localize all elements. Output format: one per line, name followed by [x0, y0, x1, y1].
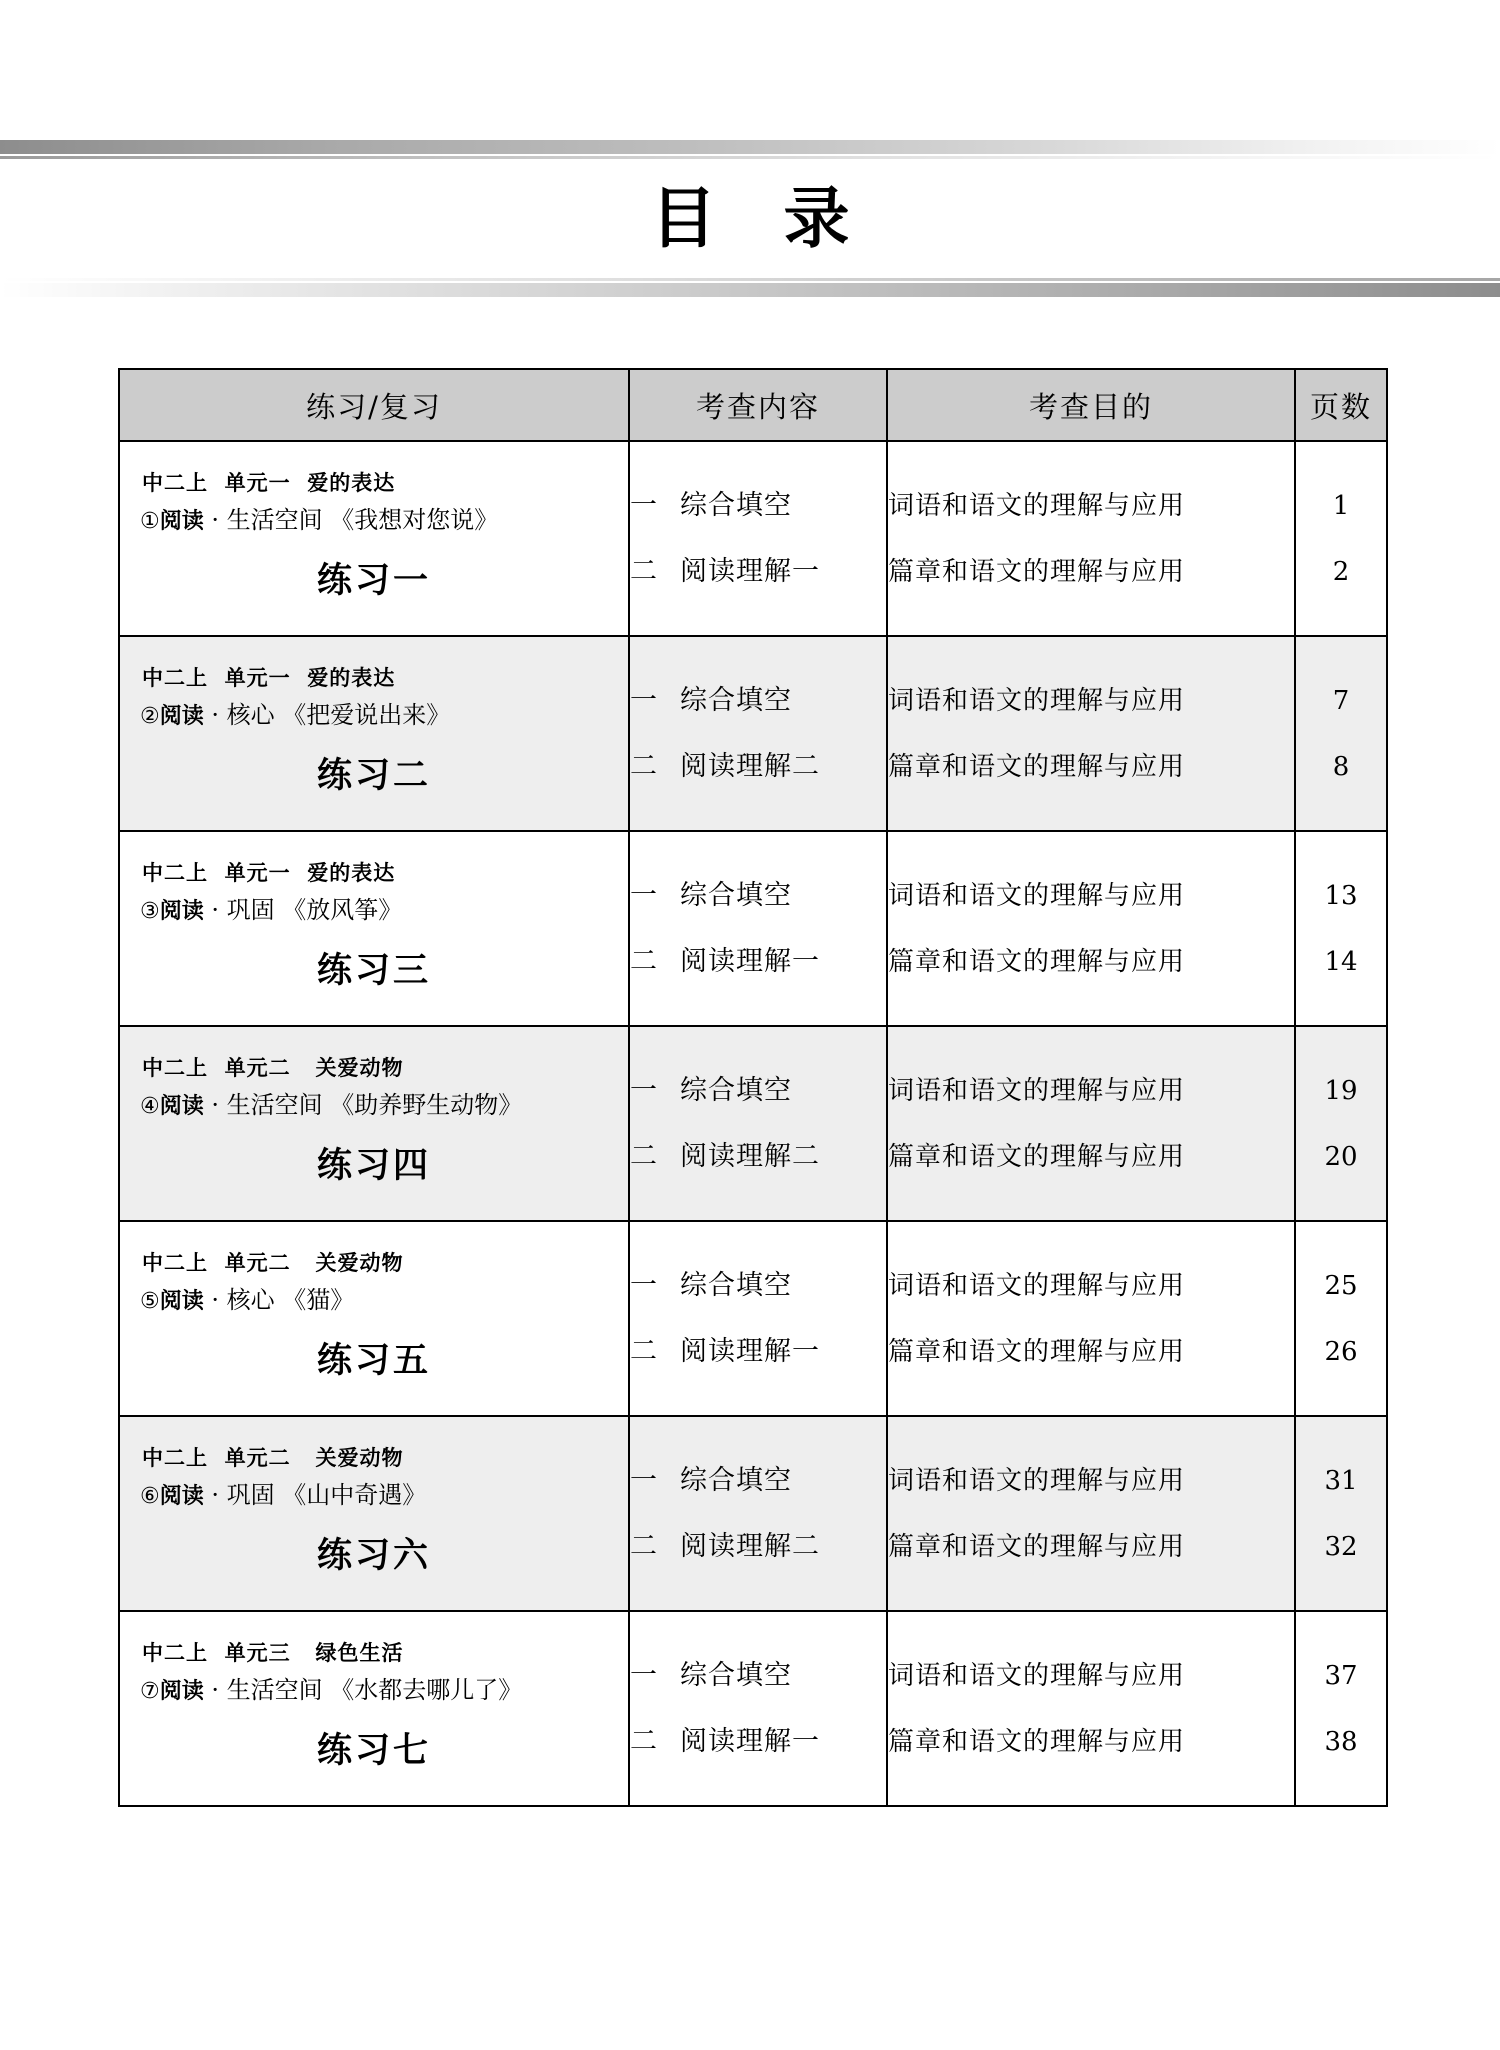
- aim-item: 词语和语文的理解与应用: [888, 1270, 1186, 1301]
- page-number: 26: [1324, 1336, 1358, 1367]
- header-rule-top-thin: [0, 156, 1500, 159]
- content-item-label: 综合填空: [680, 684, 792, 716]
- aim-item: 篇章和语文的理解与应用: [888, 946, 1186, 977]
- toc-table-wrapper: [118, 368, 1386, 1807]
- exercise-piece-title: 《我想对您说》: [322, 505, 499, 534]
- exercise-kind: 阅读: [159, 1288, 204, 1314]
- page-number: 38: [1324, 1726, 1358, 1757]
- exercise-title-line: [120, 500, 628, 542]
- exercise-piece-title: 《把爱说出来》: [274, 700, 451, 729]
- content-item: [630, 734, 886, 800]
- exercise-separator: ·: [203, 700, 227, 729]
- exercise-kind: 阅读: [159, 703, 204, 729]
- cell-content: [629, 1611, 887, 1806]
- content-item-label: 综合填空: [680, 1464, 792, 1496]
- page-number: 20: [1324, 1141, 1358, 1172]
- content-item-index: 一: [630, 879, 658, 911]
- table-row: [119, 1221, 1387, 1416]
- aim-item: 篇章和语文的理解与应用: [888, 751, 1186, 782]
- cell-page: [1295, 1026, 1387, 1221]
- table-row: [119, 831, 1387, 1026]
- cell-aim: [887, 636, 1295, 831]
- exercise-piece-title: 《放风筝》: [274, 895, 403, 924]
- exercise-piece-title: 《助养野生动物》: [322, 1090, 523, 1119]
- exercise-piece-title: 《山中奇遇》: [274, 1480, 427, 1509]
- content-item-index: 二: [630, 750, 658, 782]
- content-item-label: 阅读理解一: [680, 945, 820, 977]
- exercise-title-line: [120, 1085, 628, 1127]
- cell-aim: [887, 831, 1295, 1026]
- header-rule-top: [0, 140, 1500, 154]
- cell-page: [1295, 1221, 1387, 1416]
- exercise-marker: ③: [140, 898, 160, 924]
- exercise-category: 核心: [226, 1285, 275, 1314]
- content-item-label: 阅读理解一: [680, 555, 820, 587]
- aim-item: 篇章和语文的理解与应用: [888, 1141, 1186, 1172]
- exercise-separator: ·: [203, 505, 227, 534]
- aim-item: 篇章和语文的理解与应用: [888, 556, 1186, 587]
- cell-page: [1295, 1416, 1387, 1611]
- exercise-category: 生活空间: [226, 505, 323, 534]
- column-header-content: 考查内容: [629, 369, 887, 441]
- content-item-index: 二: [630, 1530, 658, 1562]
- aim-item: 篇章和语文的理解与应用: [888, 1531, 1186, 1562]
- aim-item: 篇章和语文的理解与应用: [888, 1336, 1186, 1367]
- column-header-page: 页数: [1295, 369, 1387, 441]
- cell-aim: [887, 1026, 1295, 1221]
- page-number: 32: [1324, 1531, 1358, 1562]
- cell-exercise: [119, 636, 629, 831]
- content-item-label: 综合填空: [680, 1074, 792, 1106]
- cell-content: [629, 831, 887, 1026]
- content-item: [630, 1058, 886, 1124]
- content-item-label: 综合填空: [680, 879, 792, 911]
- header-rule-bottom-thin: [0, 278, 1500, 281]
- exercise-marker: ②: [140, 703, 160, 729]
- cell-page: [1295, 1611, 1387, 1806]
- content-item-index: 二: [630, 1140, 658, 1172]
- exercise-title-line: [120, 890, 628, 932]
- cell-content: [629, 1221, 887, 1416]
- aim-item: 词语和语文的理解与应用: [888, 1075, 1186, 1106]
- exercise-name: 练习三: [316, 949, 431, 991]
- exercise-marker: ⑥: [140, 1483, 160, 1509]
- cell-content: [629, 1416, 887, 1611]
- exercise-title-line: [120, 1670, 628, 1712]
- page-header: [0, 0, 1500, 300]
- content-item-index: 二: [630, 1725, 658, 1757]
- page-number: 31: [1324, 1465, 1358, 1496]
- exercise-marker: ⑤: [140, 1288, 160, 1314]
- exercise-kind: 阅读: [159, 1678, 204, 1704]
- cell-exercise: [119, 1416, 629, 1611]
- exercise-category: 生活空间: [226, 1090, 323, 1119]
- table-row: [119, 636, 1387, 831]
- content-item-index: 二: [630, 555, 658, 587]
- exercise-unit-label: 中二上 单元一 爱的表达: [142, 665, 396, 690]
- content-item-index: 一: [630, 1269, 658, 1301]
- content-item-label: 综合填空: [680, 489, 792, 521]
- page-number: 37: [1324, 1660, 1358, 1691]
- exercise-title-line: [120, 1280, 628, 1322]
- exercise-category: 巩固: [226, 1480, 275, 1509]
- cell-page: [1295, 636, 1387, 831]
- exercise-separator: ·: [203, 1480, 227, 1509]
- exercise-unit-label: 中二上 单元二 关爱动物: [142, 1250, 404, 1275]
- content-item: [630, 1514, 886, 1580]
- cell-exercise: [119, 441, 629, 636]
- content-item: [630, 1319, 886, 1385]
- content-item: [630, 1709, 886, 1775]
- table-header-row: [119, 369, 1387, 441]
- content-item-index: 二: [630, 945, 658, 977]
- cell-exercise: [119, 831, 629, 1026]
- exercise-kind: 阅读: [159, 1093, 204, 1119]
- aim-item: 词语和语文的理解与应用: [888, 685, 1186, 716]
- content-item: [630, 929, 886, 995]
- cell-content: [629, 1026, 887, 1221]
- exercise-title-line: [120, 695, 628, 737]
- cell-aim: [887, 1416, 1295, 1611]
- content-item-label: 阅读理解二: [680, 750, 820, 782]
- page-number: 2: [1332, 556, 1350, 587]
- page-number: 25: [1324, 1270, 1358, 1301]
- toc-table: [118, 368, 1388, 1807]
- content-item: [630, 863, 886, 929]
- exercise-kind: 阅读: [159, 508, 204, 534]
- exercise-piece-title: 《猫》: [274, 1285, 355, 1314]
- cell-page: [1295, 831, 1387, 1026]
- content-item-index: 一: [630, 489, 658, 521]
- aim-item: 词语和语文的理解与应用: [888, 490, 1186, 521]
- toc-table-body: [119, 441, 1387, 1806]
- cell-page: [1295, 441, 1387, 636]
- content-item: [630, 1448, 886, 1514]
- cell-content: [629, 441, 887, 636]
- page-number: 7: [1332, 685, 1350, 716]
- content-item-index: 一: [630, 1074, 658, 1106]
- exercise-name: 练习四: [316, 1144, 431, 1186]
- aim-item: 篇章和语文的理解与应用: [888, 1726, 1186, 1757]
- column-header-exercise: 练习/复习: [119, 369, 629, 441]
- exercise-marker: ④: [140, 1093, 160, 1119]
- exercise-name: 练习六: [316, 1534, 431, 1576]
- exercise-unit-label: 中二上 单元一 爱的表达: [142, 470, 396, 495]
- page-number: 8: [1332, 751, 1350, 782]
- header-rule-bottom: [0, 283, 1500, 297]
- table-row: [119, 1026, 1387, 1221]
- exercise-unit-label: 中二上 单元二 关爱动物: [142, 1055, 404, 1080]
- exercise-separator: ·: [203, 1090, 227, 1119]
- page-title: 目 录: [650, 179, 872, 257]
- exercise-separator: ·: [203, 1675, 227, 1704]
- content-item: [630, 473, 886, 539]
- content-item: [630, 1253, 886, 1319]
- cell-exercise: [119, 1026, 629, 1221]
- exercise-kind: 阅读: [159, 898, 204, 924]
- exercise-unit-label: 中二上 单元三 绿色生活: [142, 1640, 404, 1665]
- table-row: [119, 1611, 1387, 1806]
- content-item: [630, 668, 886, 734]
- content-item: [630, 539, 886, 605]
- table-row: [119, 441, 1387, 636]
- content-item-label: 阅读理解一: [680, 1335, 820, 1367]
- aim-item: 词语和语文的理解与应用: [888, 1660, 1186, 1691]
- aim-item: 词语和语文的理解与应用: [888, 1465, 1186, 1496]
- content-item-index: 一: [630, 1659, 658, 1691]
- content-item: [630, 1124, 886, 1190]
- content-item: [630, 1643, 886, 1709]
- column-header-aim: 考查目的: [887, 369, 1295, 441]
- exercise-unit-label: 中二上 单元一 爱的表达: [142, 860, 396, 885]
- page-number: 14: [1324, 946, 1358, 977]
- cell-aim: [887, 1221, 1295, 1416]
- exercise-marker: ①: [140, 508, 160, 534]
- exercise-name: 练习二: [316, 754, 431, 796]
- cell-aim: [887, 1611, 1295, 1806]
- content-item-label: 阅读理解二: [680, 1140, 820, 1172]
- aim-item: 词语和语文的理解与应用: [888, 880, 1186, 911]
- content-item-label: 阅读理解一: [680, 1725, 820, 1757]
- content-item-label: 阅读理解二: [680, 1530, 820, 1562]
- exercise-unit-label: 中二上 单元二 关爱动物: [142, 1445, 404, 1470]
- exercise-name: 练习五: [316, 1339, 431, 1381]
- content-item-index: 一: [630, 684, 658, 716]
- table-row: [119, 1416, 1387, 1611]
- exercise-category: 巩固: [226, 895, 275, 924]
- page-number: 19: [1324, 1075, 1358, 1106]
- content-item-index: 二: [630, 1335, 658, 1367]
- exercise-marker: ⑦: [140, 1678, 160, 1704]
- page-number: 13: [1324, 880, 1358, 911]
- exercise-kind: 阅读: [159, 1483, 204, 1509]
- page-number: 1: [1332, 490, 1350, 521]
- exercise-name: 练习一: [316, 559, 431, 601]
- exercise-name: 练习七: [316, 1729, 431, 1771]
- content-item-label: 综合填空: [680, 1269, 792, 1301]
- cell-content: [629, 636, 887, 831]
- cell-exercise: [119, 1611, 629, 1806]
- exercise-title-line: [120, 1475, 628, 1517]
- exercise-category: 生活空间: [226, 1675, 323, 1704]
- cell-exercise: [119, 1221, 629, 1416]
- exercise-piece-title: 《水都去哪儿了》: [322, 1675, 523, 1704]
- toc-table-head: [119, 369, 1387, 441]
- exercise-separator: ·: [203, 1285, 227, 1314]
- cell-aim: [887, 441, 1295, 636]
- exercise-separator: ·: [203, 895, 227, 924]
- content-item-label: 综合填空: [680, 1659, 792, 1691]
- exercise-category: 核心: [226, 700, 275, 729]
- content-item-index: 一: [630, 1464, 658, 1496]
